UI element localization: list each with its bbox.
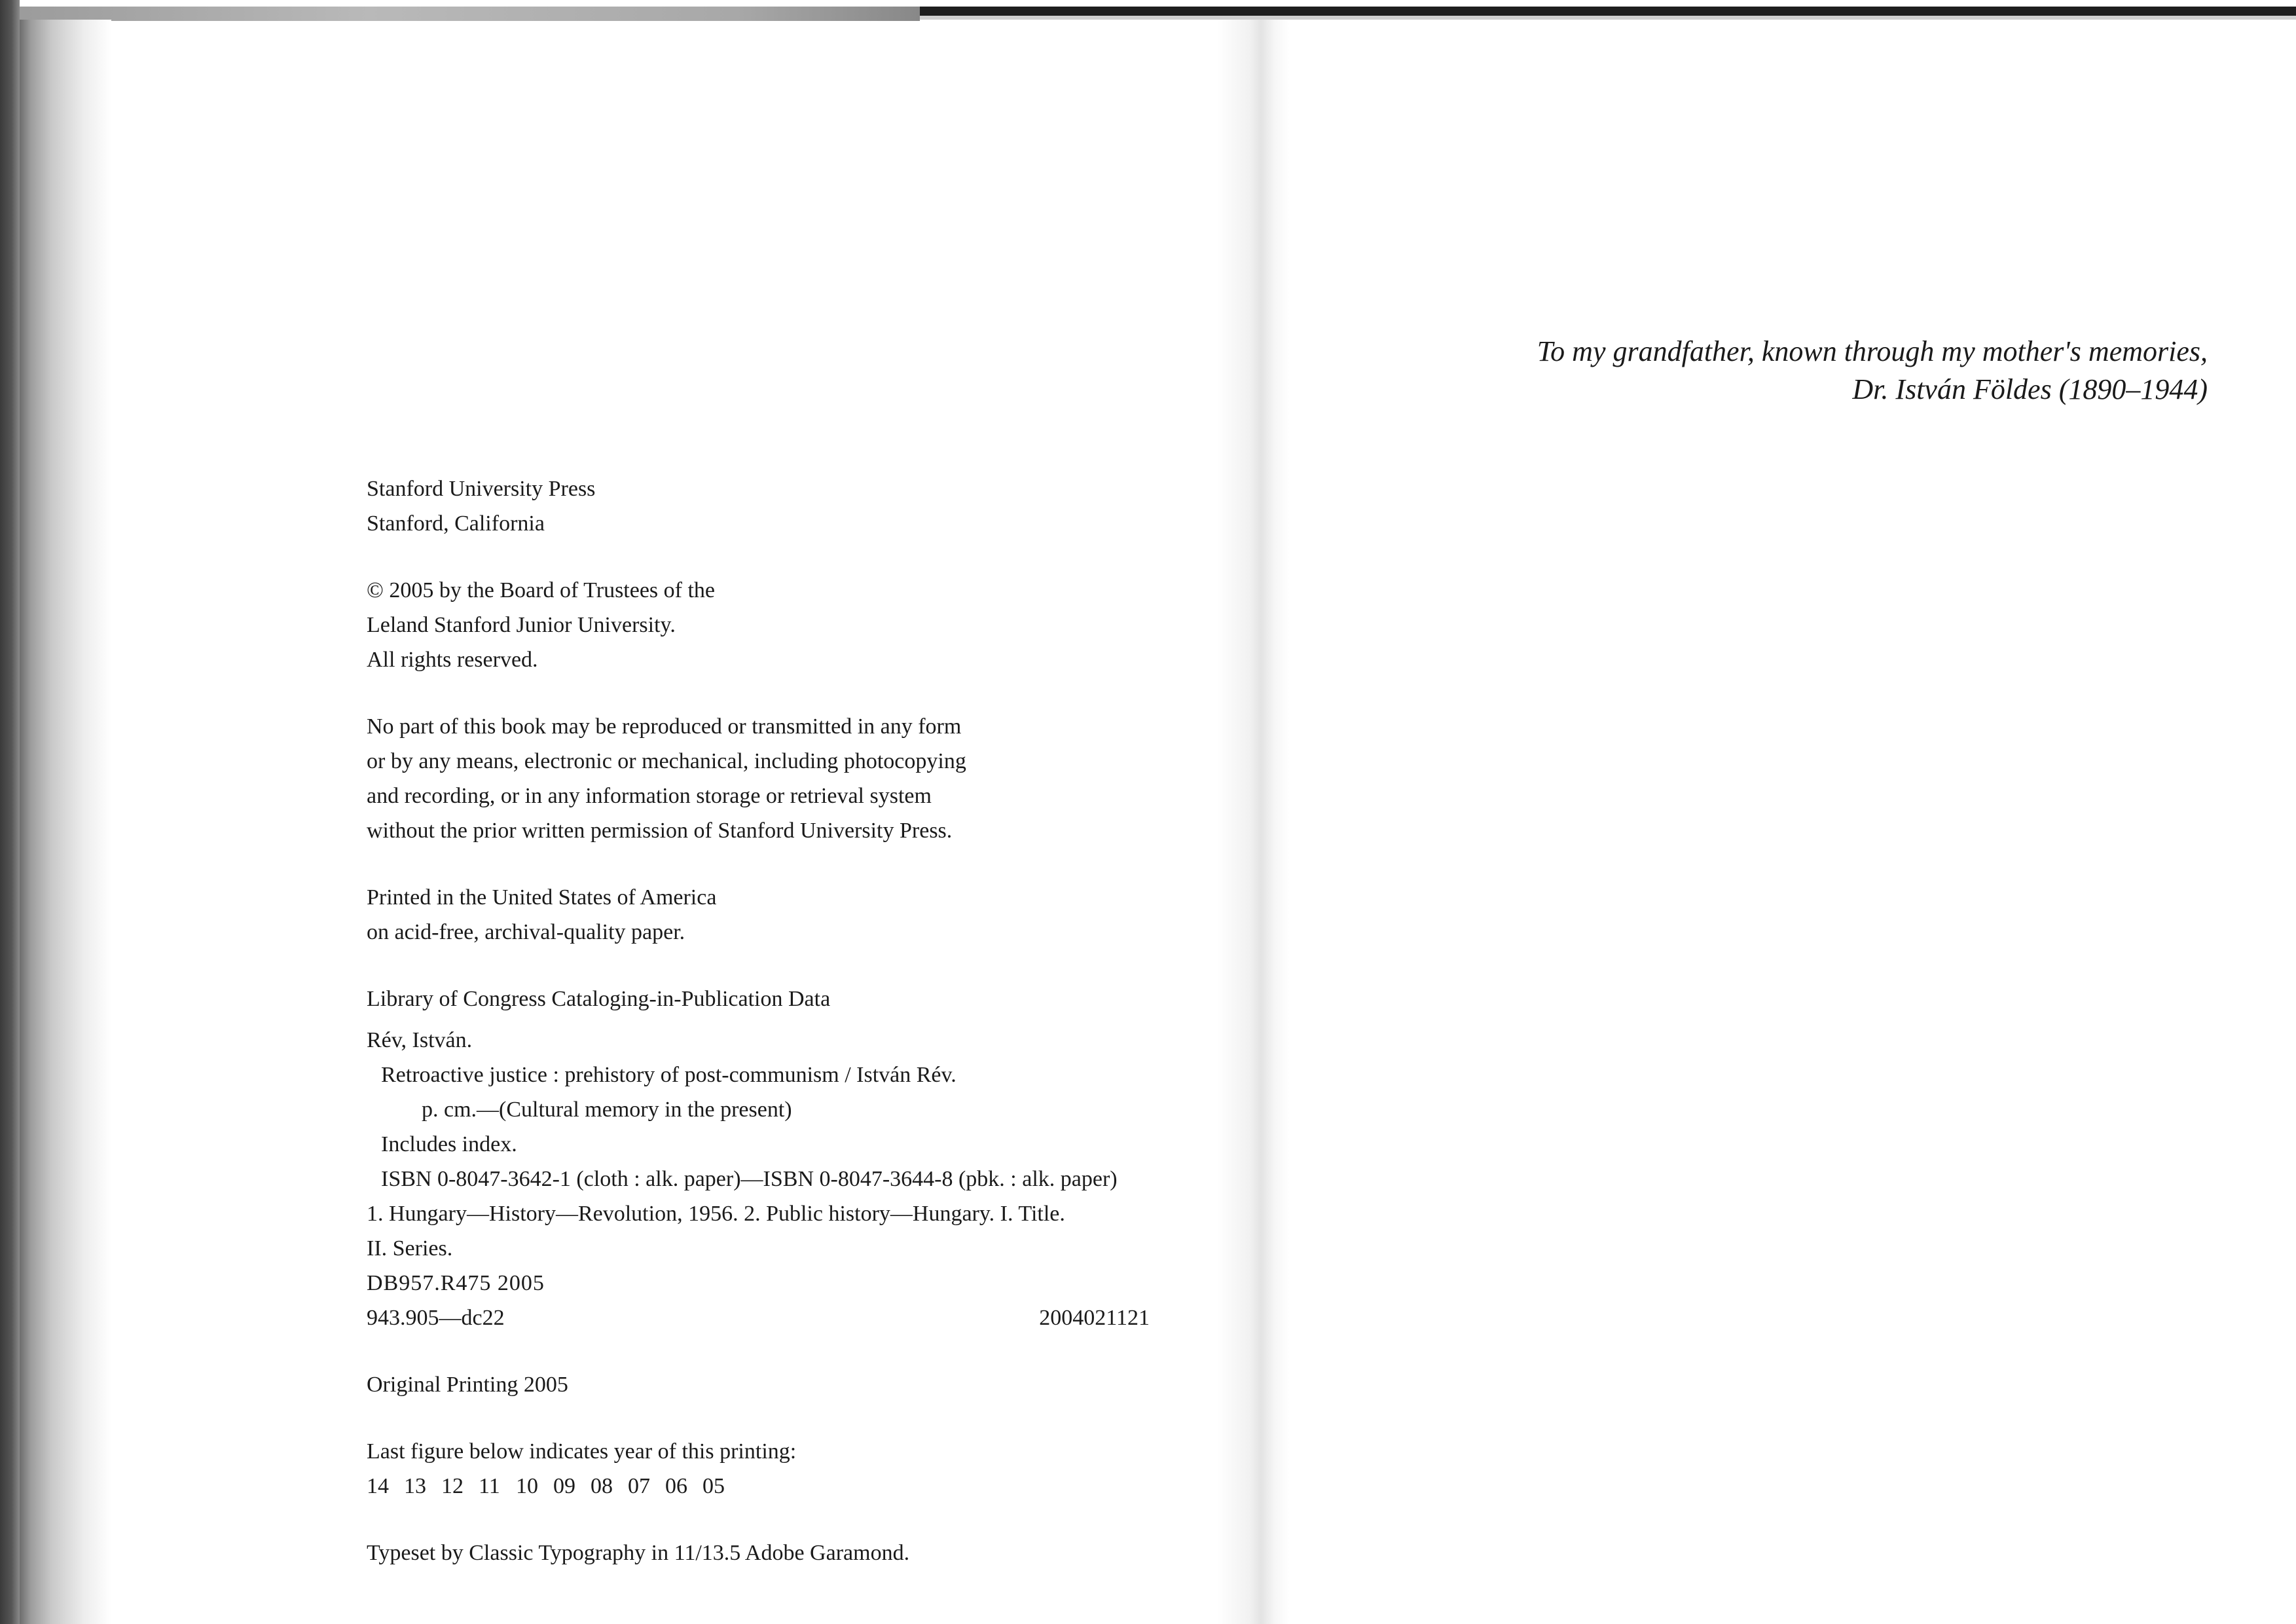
cip-lc-class: DB957.R475 2005 (367, 1271, 545, 1295)
printing-number: 07 (628, 1474, 650, 1498)
typeset-block (367, 1536, 1152, 1570)
cip-author: Rév, István. (367, 1028, 473, 1052)
cip-lccn: 2004021121 (1039, 1306, 1150, 1330)
cip-heading: Library of Congress Cataloging-in-Publication Data (367, 987, 831, 1011)
publisher-location: Stanford, California (367, 511, 545, 536)
cip-index: Includes index. (381, 1132, 517, 1156)
scan-top-edge-left (0, 7, 920, 21)
printing-number: 13 (404, 1474, 426, 1498)
cip-subjects: 1. Hungary—History—Revolution, 1956. 2. Public history—Hungary. I. Title. (367, 1202, 1065, 1226)
printing-number: 12 (441, 1474, 464, 1498)
publisher-block (367, 471, 1152, 541)
copyright-page (367, 471, 1152, 1602)
cip-isbn: ISBN 0-8047-3642-1 (cloth : alk. paper)—ISBN 0-8047-3644-8 (pbk. : alk. paper) (381, 1167, 1118, 1191)
page-gutter (1218, 20, 1290, 1624)
printing-number: 05 (702, 1474, 725, 1498)
cip-block (367, 982, 1152, 1335)
cip-title: Retroactive justice : prehistory of post-communism / István Rév. (381, 1063, 957, 1087)
printing-note: Last figure below indicates year of this printing: (367, 1439, 797, 1464)
permissions-line: or by any means, electronic or mechanical, including photocopying (367, 749, 966, 773)
printing-number: 09 (553, 1474, 575, 1498)
printing-numbers (367, 1469, 1152, 1504)
dedication (1537, 333, 2208, 409)
copyright-line: © 2005 by the Board of Trustees of the (367, 578, 716, 602)
printing-number: 11 (479, 1474, 500, 1498)
permissions-line: No part of this book may be reproduced or transmitted in any form (367, 714, 962, 739)
cip-physical: p. cm.—(Cultural memory in the present) (422, 1098, 792, 1122)
typeset-line: Typeset by Classic Typography in 11/13.5 Adobe Garamond. (367, 1541, 910, 1565)
scan-top-edge-dark (920, 7, 2296, 16)
cip-dewey: 943.905—dc22 (367, 1306, 505, 1330)
original-printing (367, 1367, 1152, 1402)
copyright-block (367, 573, 1152, 677)
printed-line: on acid-free, archival-quality paper. (367, 920, 685, 944)
spine-shadow (20, 20, 111, 1624)
printing-number: 08 (591, 1474, 613, 1498)
printing-number: 10 (516, 1474, 538, 1498)
original-printing-line: Original Printing 2005 (367, 1373, 568, 1397)
printing-number: 14 (367, 1474, 389, 1498)
printing-number: 06 (665, 1474, 687, 1498)
publisher-name: Stanford University Press (367, 477, 596, 501)
dedication-line: Dr. István Földes (1890–1944) (1852, 373, 2208, 405)
permissions-line: and recording, or in any information storage or retrieval system (367, 784, 932, 808)
printed-block (367, 880, 1152, 950)
permissions-line: without the prior written permission of Stanford University Press. (367, 819, 953, 843)
printed-line: Printed in the United States of America (367, 885, 717, 910)
printing-note-block (367, 1434, 1152, 1504)
copyright-line: All rights reserved. (367, 648, 538, 672)
cip-dewey-row (367, 1301, 1150, 1335)
cip-subjects-cont: II. Series. (367, 1236, 453, 1261)
dedication-line: To my grandfather, known through my mother's memories, (1537, 335, 2208, 367)
book-spine-edge (0, 0, 20, 1624)
permissions-block (367, 709, 1152, 848)
copyright-line: Leland Stanford Junior University. (367, 613, 676, 637)
